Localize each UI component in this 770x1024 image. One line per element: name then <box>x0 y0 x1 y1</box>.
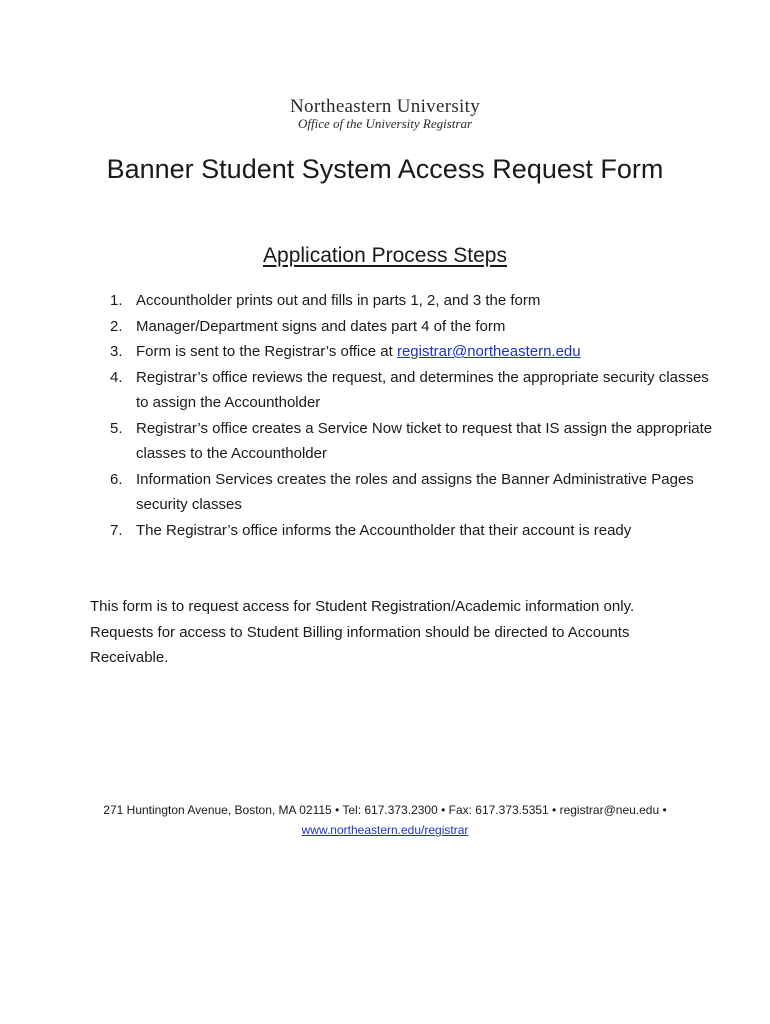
letterhead <box>0 96 770 131</box>
list-item <box>110 314 716 340</box>
list-item <box>110 288 716 314</box>
step-number: 1. <box>110 292 123 309</box>
step-text: Form is sent to the Registrar’s office at <box>136 343 397 360</box>
list-item <box>110 518 716 544</box>
steps-heading: Application Process Steps <box>263 244 507 267</box>
page-title: Banner Student System Access Request Form <box>106 154 664 184</box>
step-text: Manager/Department signs and dates part 4 of the form <box>136 317 506 335</box>
step-text: Information Services creates the roles and assigns the Banner Administrative Pages security classes <box>136 470 694 513</box>
step-text: Registrar’s office reviews the request, and determines the appropriate security classes to assign the Accountholder <box>136 368 709 411</box>
step-number: 4. <box>110 368 123 386</box>
step-number: 5. <box>110 419 123 437</box>
list-item <box>110 339 716 365</box>
footer-website <box>0 820 770 840</box>
steps-list <box>110 288 716 543</box>
registrar-email-link[interactable]: registrar@northeastern.edu <box>396 343 581 360</box>
footer-address: 271 Huntington Avenue, Boston, MA 02115 • Tel: 617.373.2300 • Fax: 617.373.5351 • registrar@neu.edu • <box>103 803 667 817</box>
university-name: Northeastern University <box>290 96 480 117</box>
access-notice: This form is to request access for Student Registration/Academic information only. Requests for access to Student Billing information should be directed to Accounts Receivable. <box>90 598 635 666</box>
list-item <box>110 365 716 416</box>
website-link[interactable]: www.northeastern.edu/registrar <box>301 823 469 837</box>
office-name: Office of the University Registrar <box>297 116 473 131</box>
step-number: 2. <box>110 317 123 335</box>
step-text: Accountholder prints out and fills in parts 1, 2, and 3 the form <box>136 292 541 309</box>
step-text: Registrar’s office creates a Service Now ticket to request that IS assign the appropriate classes to the Accountholder <box>136 419 713 462</box>
step-number: 7. <box>110 521 123 539</box>
step-text: The Registrar’s office informs the Accountholder that their account is ready <box>136 521 632 539</box>
list-item <box>110 467 716 518</box>
step-number: 3. <box>110 343 123 360</box>
list-item <box>110 416 716 467</box>
step-number: 6. <box>110 470 123 488</box>
